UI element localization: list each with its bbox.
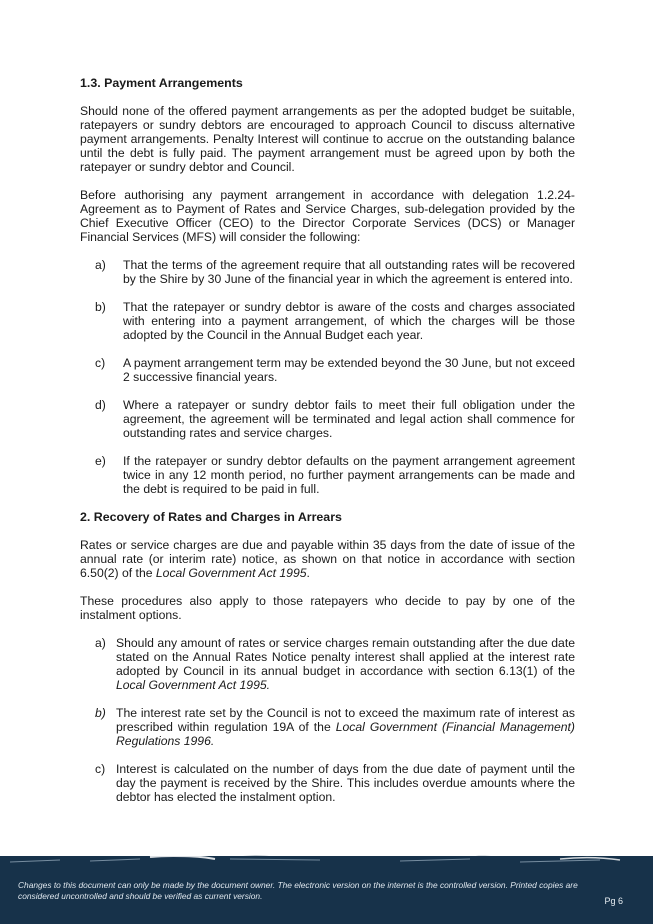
list-item-label: a) bbox=[95, 636, 106, 650]
document-body bbox=[80, 76, 575, 818]
list-item-label: a) bbox=[95, 258, 106, 272]
list-item-label: c) bbox=[95, 356, 106, 370]
section-heading-payment-arrangements: 1.3. Payment Arrangements bbox=[80, 76, 243, 90]
paragraph: These procedures also apply to those ratepayers who decide to pay by one of the instalment options. bbox=[80, 594, 575, 622]
list-item-text bbox=[116, 706, 575, 748]
list-item-label: b) bbox=[95, 300, 106, 314]
list-item-label: d) bbox=[95, 398, 106, 412]
list-item bbox=[80, 258, 575, 286]
list-item-text bbox=[116, 636, 575, 692]
list-item bbox=[80, 300, 575, 342]
page-number: Pg 6 bbox=[604, 896, 623, 906]
list-item bbox=[80, 356, 575, 384]
list-item-label: c) bbox=[95, 762, 106, 776]
regulation-citation: Local Government (Financial Management) Regulations 1996. bbox=[116, 720, 575, 748]
paragraph-text-end: . bbox=[306, 566, 310, 580]
list-item-text: Where a ratepayer or sundry debtor fails to meet their full obligation under the agreement, the agreement will be terminated and legal action shall commence for outstanding rates and service charges. bbox=[123, 398, 575, 440]
list-item-label: b) bbox=[95, 706, 106, 720]
paragraph: Before authorising any payment arrangement in accordance with delegation 1.2.24-Agreement as to Payment of Rates and Service Charges, sub-delegation provided by the Chief Executive Officer (CEO) to the Director Corporate Services (DCS) or Manager Financial Services (MFS) will consider the following: bbox=[80, 188, 575, 244]
act-citation: Local Government Act 1995 bbox=[155, 566, 307, 580]
section-heading-recovery-of-rates: 2. Recovery of Rates and Charges in Arrears bbox=[80, 510, 342, 524]
list-item bbox=[80, 762, 575, 804]
paragraph bbox=[80, 538, 575, 580]
list-item-text: That the ratepayer or sundry debtor is aware of the costs and charges associated with entering into a payment arrangement, of which the charges will be those adopted by the Council in the Annual Budget each year. bbox=[123, 300, 575, 342]
list-item bbox=[80, 636, 575, 692]
arrears-procedures-list bbox=[80, 636, 575, 804]
wave-decoration bbox=[0, 850, 653, 880]
paragraph: Should none of the offered payment arrangements as per the adopted budget be suitable, ratepayers or sundry debtors are encouraged to approach Council to discuss alternative payment arrangements. Penalty Interest will continue to accrue on the outstanding balance until the debt is fully paid. The payment arrangement must be agreed upon by both the ratepayer or sundry debtor and Council. bbox=[80, 104, 575, 174]
list-item-label: e) bbox=[95, 454, 106, 468]
list-item-text: That the terms of the agreement require that all outstanding rates will be recovered by the Shire by 30 June of the financial year in which the agreement is entered into. bbox=[123, 258, 575, 286]
footer-disclaimer: Changes to this document can only be made by the document owner. The electronic version on the internet is the controlled version. Printed copies are considered uncontrolled and should be verified as current version. bbox=[18, 880, 578, 901]
list-item-text: If the ratepayer or sundry debtor defaults on the payment arrangement agreement twice in any 12 month period, no further payment arrangements can be made and the debt is required to be paid in full. bbox=[123, 454, 575, 496]
list-item-text: Interest is calculated on the number of days from the due date of payment until the day the payment is received by the Shire. This includes overdue amounts where the debtor has elected the instalment option. bbox=[116, 762, 575, 804]
paragraph-text: Rates or service charges are due and payable within 35 days from the date of issue of the annual rate (or interim rate) notice, as shown on that notice in accordance with section 6.50(2) of the bbox=[80, 538, 575, 580]
list-item bbox=[80, 454, 575, 496]
list-item-text: A payment arrangement term may be extended beyond the 30 June, but not exceed 2 successive financial years. bbox=[123, 356, 575, 384]
list-item-body: Should any amount of rates or service charges remain outstanding after the due date stated on the Annual Rates Notice penalty interest shall applied at the interest rate adopted by Council in its annual budget in accordance with section 6.13(1) of the bbox=[116, 636, 575, 678]
list-item bbox=[80, 706, 575, 748]
list-item-body: The interest rate set by the Council is not to exceed the maximum rate of interest as prescribed within regulation 19A of the bbox=[116, 706, 575, 734]
act-citation: Local Government Act 1995. bbox=[116, 678, 271, 692]
list-item bbox=[80, 398, 575, 440]
payment-conditions-list bbox=[80, 258, 575, 496]
